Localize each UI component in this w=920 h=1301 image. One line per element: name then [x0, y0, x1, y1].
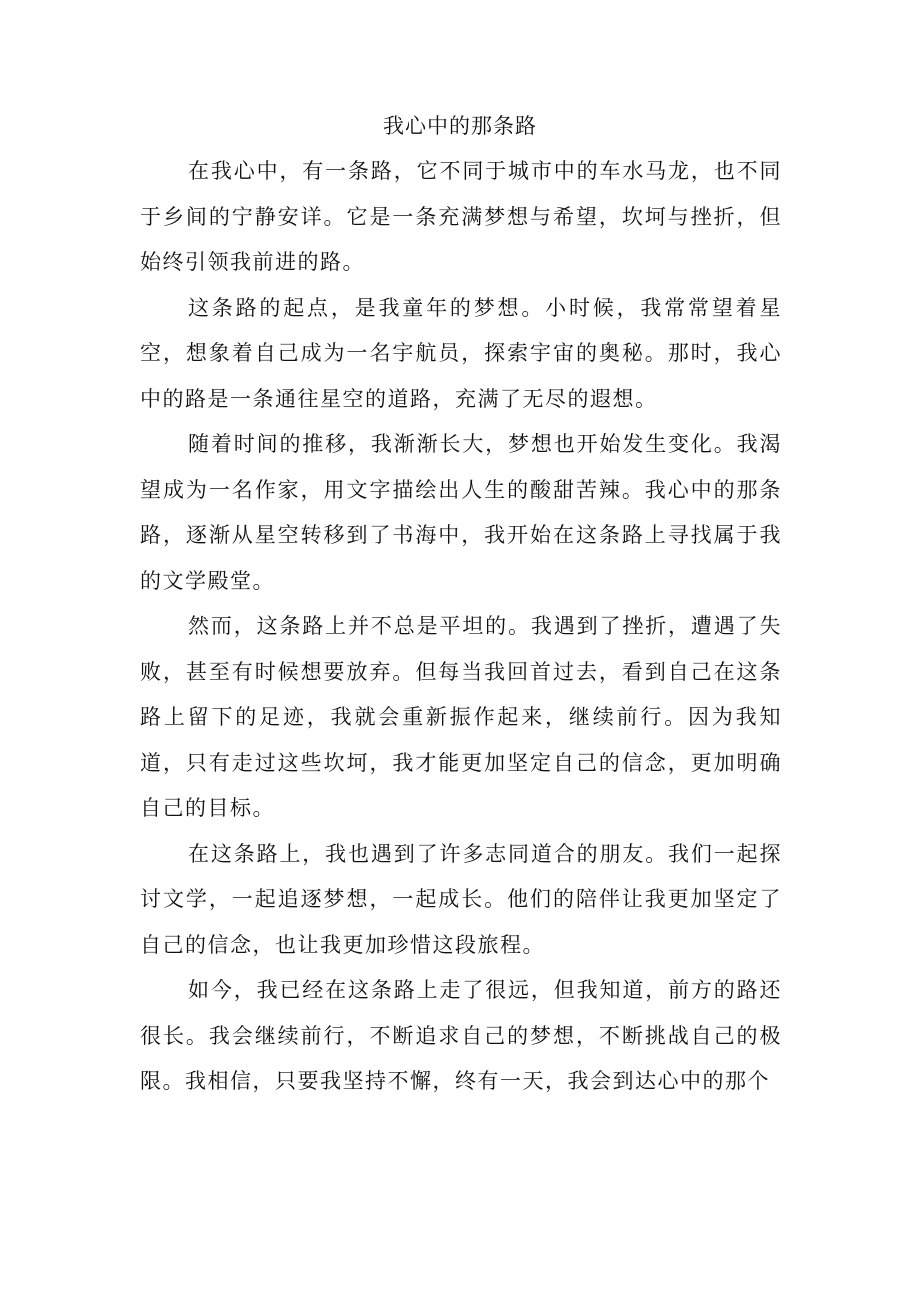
paragraph: 如今，我已经在这条路上走了很远，但我知道，前方的路还很长。我会继续前行，不断追求自己的梦想，不断挑战自己的极限。我相信，只要我坚持不懈，终有一天，我会到达心中的那个 [140, 978, 782, 1093]
paragraph: 随着时间的推移，我渐渐长大，梦想也开始发生变化。我渴望成为一名作家，用文字描绘出人生的酸甜苦辣。我心中的那条路，逐渐从星空转移到了书海中，我开始在这条路上寻找属于我的文学殿堂。 [140, 432, 782, 593]
paragraph: 这条路的起点，是我童年的梦想。小时候，我常常望着星空，想象着自己成为一名宇航员，探索宇宙的奥秘。那时，我心中的路是一条通往星空的道路，充满了无尽的遐想。 [140, 295, 782, 411]
paragraph: 然而，这条路上并不总是平坦的。我遇到了挫折，遭遇了失败，甚至有时候想要放弃。但每当我回首过去，看到自己在这条路上留下的足迹，我就会重新振作起来，继续前行。因为我知道，只有走过这些坎坷，我才能更加坚定自己的信念，更加明确自己的目标。 [140, 614, 782, 820]
document-body [140, 149, 782, 1105]
paragraph: 在我心中，有一条路，它不同于城市中的车水马龙，也不同于乡间的宁静安详。它是一条充满梦想与希望，坎坷与挫折，但始终引领我前进的路。 [140, 159, 782, 274]
document-title: 我心中的那条路 [383, 114, 537, 138]
paragraph: 在这条路上，我也遇到了许多志同道合的朋友。我们一起探讨文学，一起追逐梦想，一起成长。他们的陪伴让我更加坚定了自己的信念，也让我更加珍惜这段旅程。 [140, 841, 782, 957]
